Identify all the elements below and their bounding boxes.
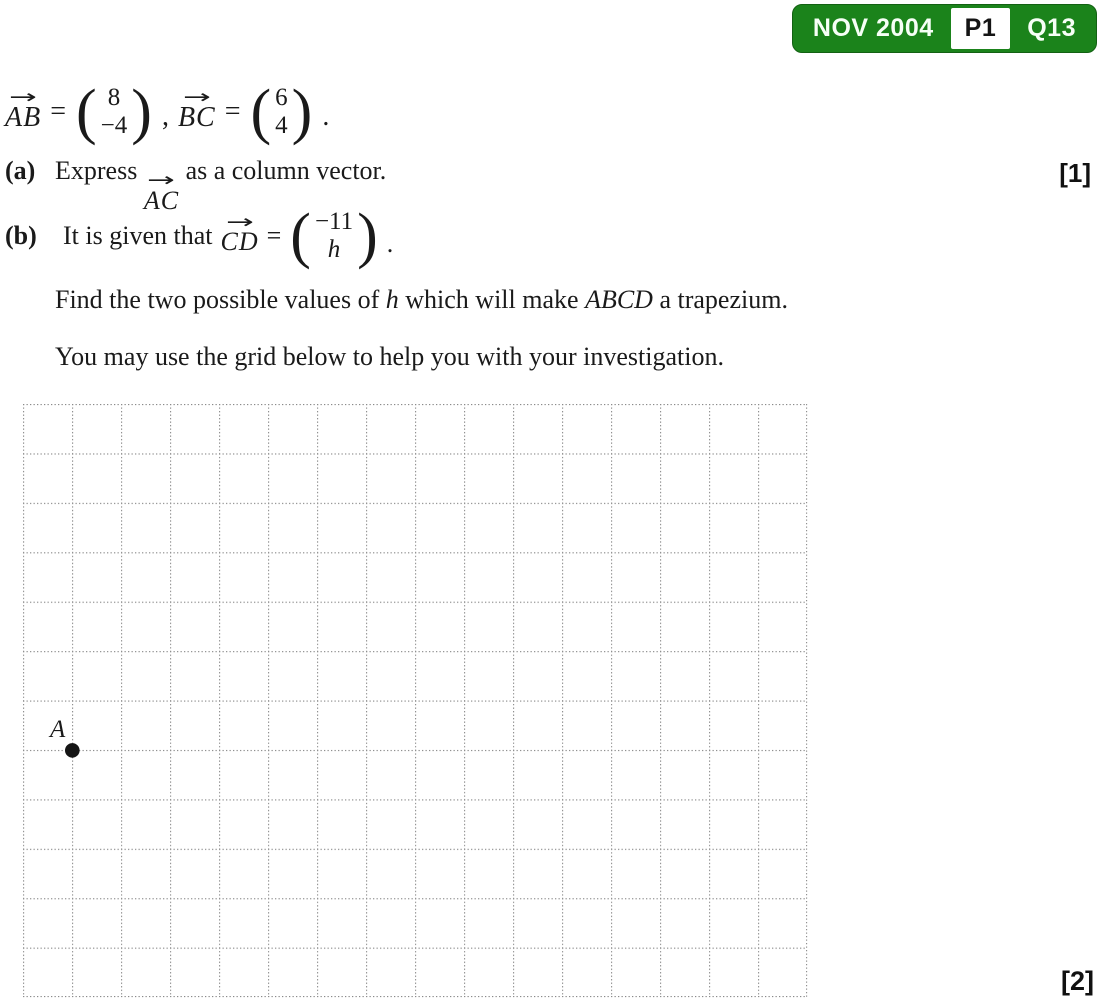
part-a-text-before: Express	[55, 156, 144, 185]
comma: ,	[161, 101, 169, 132]
grid-hint-line: You may use the grid below to help you with your investigation.	[55, 342, 724, 371]
point-a-dot	[65, 743, 80, 758]
part-a-text-after: as a column vector.	[179, 156, 387, 185]
point-a-label: A	[50, 716, 66, 743]
vector-cd-y: h	[327, 236, 341, 263]
part-a-label: (a)	[5, 156, 36, 185]
vector-ab	[5, 85, 42, 134]
vector-cd-name: CD	[220, 227, 259, 257]
vector-bc-y: 4	[275, 112, 288, 139]
given-vectors-formula	[5, 76, 329, 148]
find-text: Find the two possible values of	[55, 285, 386, 314]
badge-session: NOV 2004	[812, 14, 934, 42]
dotted-grid	[23, 404, 808, 998]
question-badge	[792, 4, 1097, 53]
vector-ab-column	[75, 77, 153, 146]
right-paren: )	[291, 77, 313, 146]
period: .	[322, 101, 330, 132]
variable-abcd: ABCD	[585, 285, 653, 314]
vector-bc-name: BC	[177, 102, 216, 134]
vector-arrow-icon: →	[225, 210, 254, 233]
vector-bc-column	[250, 77, 314, 146]
vector-ab-y: −4	[100, 112, 128, 139]
vector-cd-x: −11	[314, 207, 354, 235]
vector-arrow-icon: →	[147, 169, 176, 191]
part-b-marks: [2]	[1061, 966, 1094, 996]
equals-sign: =	[266, 221, 282, 250]
left-paren: (	[76, 77, 97, 146]
part-b-row	[5, 198, 393, 274]
vector-cd-column	[289, 201, 378, 270]
vector-bc	[177, 85, 216, 134]
badge-paper: P1	[951, 8, 1011, 49]
vector-arrow-icon: →	[182, 85, 211, 108]
find-text: a trapezium.	[652, 285, 788, 314]
left-paren: (	[250, 77, 272, 146]
equals-sign: =	[224, 96, 241, 127]
find-text: which will make	[398, 285, 586, 314]
vector-ab-x: 8	[107, 83, 121, 111]
vector-arrow-icon: →	[9, 85, 38, 108]
vector-cd	[220, 210, 259, 257]
find-values-line	[55, 285, 788, 315]
badge-question-number: Q13	[1027, 14, 1076, 42]
right-paren: )	[131, 77, 152, 146]
vector-ac-name: AC	[143, 185, 180, 215]
investigation-grid	[23, 404, 808, 998]
variable-h: h	[385, 285, 399, 314]
equals-sign: =	[50, 96, 67, 127]
period: .	[386, 229, 394, 258]
left-paren: (	[290, 201, 311, 270]
part-b-label: (b)	[5, 221, 37, 250]
vector-ab-name: AB	[5, 102, 42, 134]
part-b-text-before: It is given that	[63, 221, 213, 250]
right-paren: )	[357, 201, 378, 270]
part-a-marks: [1]	[1059, 158, 1091, 188]
vector-bc-x: 6	[275, 83, 288, 111]
